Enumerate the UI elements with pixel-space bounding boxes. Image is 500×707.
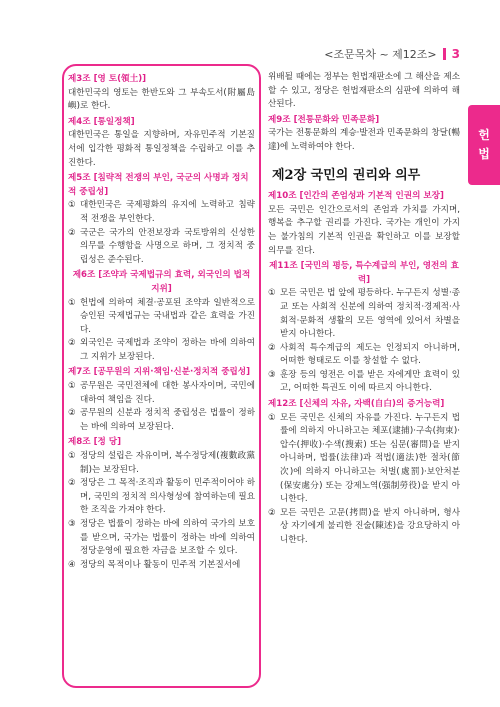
page-number: 3 bbox=[451, 47, 460, 61]
clause-number: ① bbox=[68, 297, 76, 308]
side-tab-char: 법 bbox=[478, 147, 490, 161]
article-clause bbox=[68, 407, 255, 434]
article-title: 제6조 [조약과 국제법규의 효력, 외국인의 법적 지위] bbox=[72, 270, 251, 294]
clause-text: 헌법에 의하여 체결·공포된 조약과 일반적으로 승인된 국제법규는 국내법과 같은 효력을 가진다. bbox=[80, 297, 255, 335]
clause-text: 정당의 설립은 자유이며, 복수정당제(複數政黨制)는 보장된다. bbox=[80, 451, 255, 475]
clause-text: 정당은 그 목적·조직과 활동이 민주적이어야 하며, 국민의 정치적 의사형성에 참여하는데 필요한 조직을 가져야 한다. bbox=[80, 478, 255, 516]
article-text: 국가는 전통문화의 계승·발전과 민족문화의 창달(暢達)에 노력하여야 한다. bbox=[268, 128, 460, 152]
clause-number: ① bbox=[268, 288, 276, 299]
clause-text: 외국인은 국제법과 조약이 정하는 바에 의하여 그 지위가 보장된다. bbox=[80, 338, 255, 362]
clause-text: 모든 국민은 법 앞에 평등하다. 누구든지 성별·종교 또는 사회적 신분에 의하여 정치적·경제적·사회적·문화적 생활의 모든 영역에 있어서 차별을 받지 아니한다. bbox=[280, 288, 460, 340]
article-title: 제4조 [통일정책] bbox=[68, 116, 135, 127]
clause-number: ① bbox=[68, 451, 76, 462]
article-clause bbox=[68, 450, 255, 477]
article-text: 대한민국은 통일을 지향하며, 자유민주적 기본질서에 입각한 평화적 통일정책을 수립하고 이를 추진한다. bbox=[68, 130, 255, 168]
article-text: 모든 국민은 인간으로서의 존엄과 가치를 가지며, 행복을 추구할 권리를 가진다. 국가는 개인이 가지는 불가침의 기본적 인권을 확인하고 이를 보장할 의무를 진다. bbox=[268, 204, 460, 256]
article-title: 제8조 [정 당] bbox=[68, 437, 122, 448]
breadcrumb: <조문목차 ~ 제12조> bbox=[324, 48, 437, 61]
clause-text: 모든 국민은 고문(拷問)을 받지 아니하며, 형사상 자기에게 불리한 진술(陳述)을 강요당하지 아니한다. bbox=[280, 507, 460, 545]
clause-text: 대한민국은 국제평화의 유지에 노력하고 침략적 전쟁을 부인한다. bbox=[80, 200, 255, 224]
clause-number: ② bbox=[68, 478, 76, 489]
clause-text: 공무원의 신분과 정치적 중립성은 법률이 정하는 바에 의하여 보장된다. bbox=[80, 408, 255, 432]
article-title: 제12조 [신체의 자유, 자백(自白)의 증거능력] bbox=[268, 399, 445, 410]
clause-number: ① bbox=[68, 200, 76, 211]
clause-text: 사회적 특수계급의 제도는 인정되지 아니하며, 어떠한 형태로도 이를 창설할 수 없다. bbox=[280, 342, 460, 367]
header-divider bbox=[443, 48, 446, 60]
article-clause bbox=[68, 297, 255, 338]
article-title: 제10조 [인간의 존엄성과 기본적 인권의 보장] bbox=[268, 191, 444, 202]
article-title: 제3조 [영 토(領土)] bbox=[68, 74, 147, 84]
page-header bbox=[324, 46, 460, 62]
chapter-heading: 제2장 국민의 권리와 의무 bbox=[272, 167, 421, 183]
article-clause bbox=[68, 477, 255, 518]
clause-number: ① bbox=[268, 412, 276, 423]
right-column bbox=[268, 71, 460, 548]
clause-text: 공무원은 국민전체에 대한 봉사자이며, 국민에 대하여 책임을 진다. bbox=[80, 381, 255, 405]
article-clause bbox=[268, 412, 460, 507]
clause-number: ④ bbox=[68, 559, 76, 570]
clause-text: 정당의 목적이나 활동이 민주적 기본질서에 bbox=[80, 559, 241, 570]
article-clause bbox=[68, 518, 255, 559]
article-title: 제7조 [공무원의 지위·책임·신분·정치적 중립성] bbox=[68, 367, 251, 378]
clause-number: ② bbox=[68, 227, 76, 238]
clause-text: 훈장 등의 영전은 이를 받은 자에게만 효력이 있고, 어떠한 특권도 이에 따르지 아니한다. bbox=[280, 369, 460, 394]
clause-number: ② bbox=[68, 408, 76, 419]
clause-number: ② bbox=[68, 338, 76, 349]
article-title: 제11조 [국민의 평등, 특수계급의 부인, 영전의 효력] bbox=[269, 261, 459, 285]
article-clause bbox=[68, 199, 255, 226]
clause-number: ③ bbox=[268, 369, 276, 380]
article-clause bbox=[68, 337, 255, 364]
article-text: 대한민국의 영토는 한반도와 그 부속도서(附屬島嶼)로 한다. bbox=[68, 87, 255, 112]
article-text: 위배될 때에는 정부는 헌법재판소에 그 해산을 제소할 수 있고, 정당은 헌법재판소의 심판에 의하여 해산된다. bbox=[268, 72, 460, 110]
article-clause bbox=[268, 369, 460, 396]
article-clause bbox=[68, 380, 255, 407]
clause-number: ① bbox=[68, 381, 76, 392]
side-tab-constitution[interactable] bbox=[468, 105, 500, 185]
clause-text: 정당은 법률이 정하는 바에 의하여 국가의 보호를 받으며, 국가는 법률이 정하는 바에 의하여 정당운영에 필요한 자금을 보조할 수 있다. bbox=[80, 519, 255, 557]
article-title: 제5조 [침략적 전쟁의 부인, 국군의 사명과 정치적 중립성] bbox=[68, 173, 249, 197]
left-column bbox=[68, 71, 255, 572]
article-clause bbox=[268, 342, 460, 369]
article-clause bbox=[268, 507, 460, 548]
side-tab-char: 헌 bbox=[478, 127, 490, 142]
clause-text: 모든 국민은 신체의 자유를 가진다. 누구든지 법률에 의하지 아니하고는 체포(逮捕)·구속(拘束)·압수(押收)·수색(搜索) 또는 심문(審問)을 받지 아니하며, 법률(法律)과 적법(適法)한 절차(節次)에 의하지 아니하고는 처벌(處罰)·보안처분(保安處分) 또는 강제노역(强制勞役)을 받지 아니한다. bbox=[280, 412, 460, 505]
article-clause bbox=[68, 559, 255, 573]
clause-number: ② bbox=[268, 507, 276, 518]
article-title: 제9조 [전통문화와 민족문화] bbox=[268, 114, 380, 125]
clause-number: ③ bbox=[68, 519, 76, 529]
clause-number: ② bbox=[268, 342, 276, 353]
article-clause bbox=[68, 227, 255, 268]
article-clause bbox=[268, 287, 460, 341]
clause-text: 국군은 국가의 안전보장과 국토방위의 신성한 의무를 수행함을 사명으로 하며, 그 정치적 중립성은 준수된다. bbox=[80, 227, 255, 265]
